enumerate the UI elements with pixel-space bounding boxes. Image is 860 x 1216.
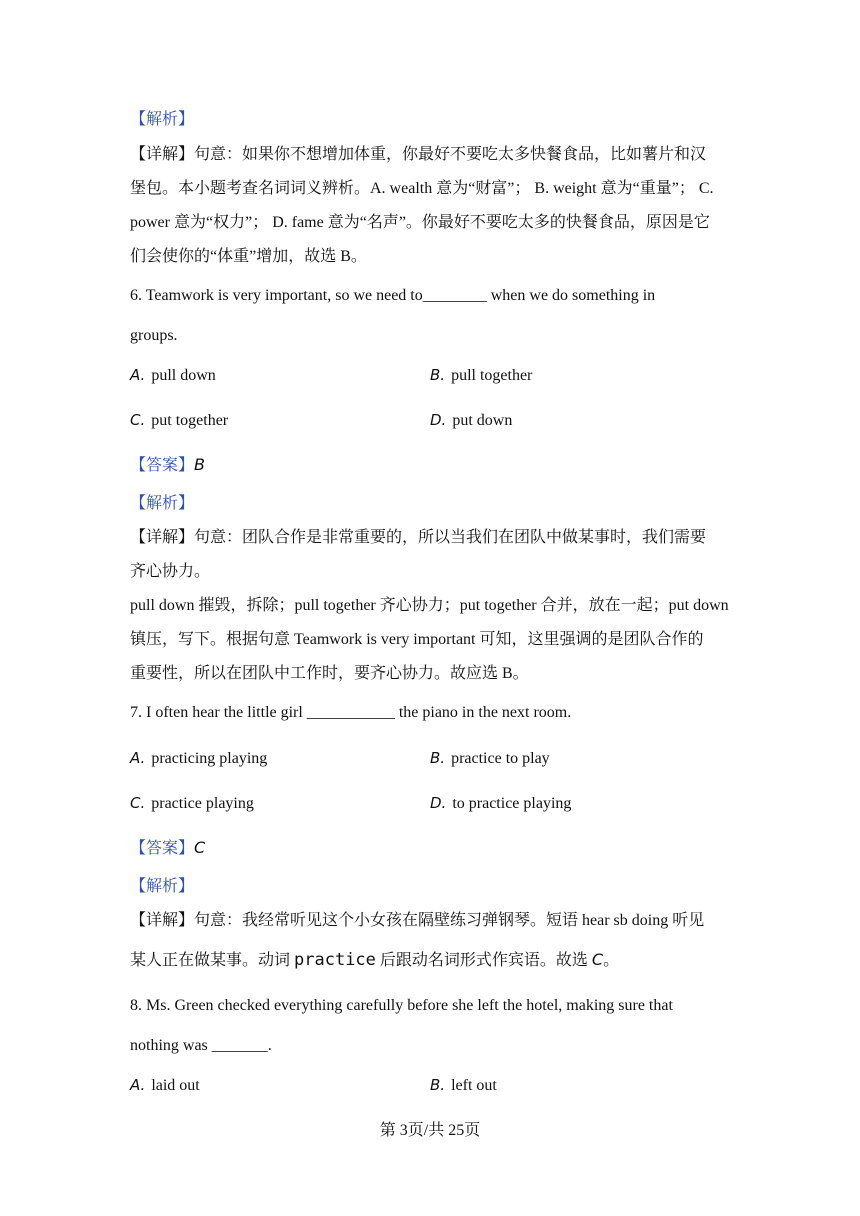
option-b: B. practice to play	[430, 749, 550, 767]
detail-text-line: pull down 摧毁，拆除；pull together 齐心协力；put together 合并，放在一起；put down	[130, 597, 729, 614]
option-a: A. practicing playing	[130, 749, 268, 767]
answer-line: 【答案】B	[130, 455, 205, 474]
option-a: A. laid out	[130, 1076, 200, 1094]
detail-text-line: 们会使你的“体重”增加，故选 B。	[130, 248, 367, 265]
detail-text-line: 某人正在做某事。动词 practice 后跟动名词形式作宾语。故选 C。	[130, 950, 620, 970]
detail-text-line: 【详解】句意：我经常听见这个小女孩在隔壁练习弹钢琴。短语 hear sb doing 听见	[130, 912, 705, 929]
question-stem: 8. Ms. Green checked everything carefully before she left the hotel, making sure that	[130, 997, 673, 1014]
question-stem: groups.	[130, 327, 178, 344]
detail-text-line: 齐心协力。	[130, 563, 211, 580]
question-stem: nothing was _______.	[130, 1037, 272, 1054]
detail-text-line: 重要性，所以在团队中工作时，要齐心协力。故应选 B。	[130, 665, 529, 682]
option-b: B. left out	[430, 1076, 497, 1094]
detail-text-line: 【详解】句意：团队合作是非常重要的，所以当我们在团队中做某事时，我们需要	[130, 529, 707, 546]
detail-text-line: 堡包。本小题考查名词词义辨析。A. wealth 意为“财富”； B. weight 意为“重量”； C.	[130, 180, 714, 197]
analysis-heading: 【解析】	[130, 495, 195, 512]
analysis-heading: 【解析】	[130, 878, 195, 895]
option-d: D. put down	[430, 411, 513, 429]
option-c: C. practice playing	[130, 794, 254, 812]
detail-text-line: 【详解】句意：如果你不想增加体重，你最好不要吃太多快餐食品，比如薯片和汉	[130, 146, 707, 163]
question-stem: 7. I often hear the little girl ___________ the piano in the next room.	[130, 704, 572, 721]
answer-line: 【答案】C	[130, 838, 206, 857]
option-b: B. pull together	[430, 366, 533, 384]
detail-text-line: power 意为“权力”； D. fame 意为“名声”。你最好不要吃太多的快餐食品，原因是它	[130, 214, 710, 231]
option-a: A. pull down	[130, 366, 216, 384]
option-d: D. to practice playing	[430, 794, 572, 812]
question-stem: 6. Teamwork is very important, so we need to________ when we do something in	[130, 287, 656, 304]
option-c: C. put together	[130, 411, 229, 429]
analysis-heading: 【解析】	[130, 111, 195, 128]
detail-text-line: 镇压，写下。根据句意 Teamwork is very important 可知，这里强调的是团队合作的	[130, 631, 704, 648]
page-number-footer: 第 3页/共 25页	[379, 1122, 481, 1139]
